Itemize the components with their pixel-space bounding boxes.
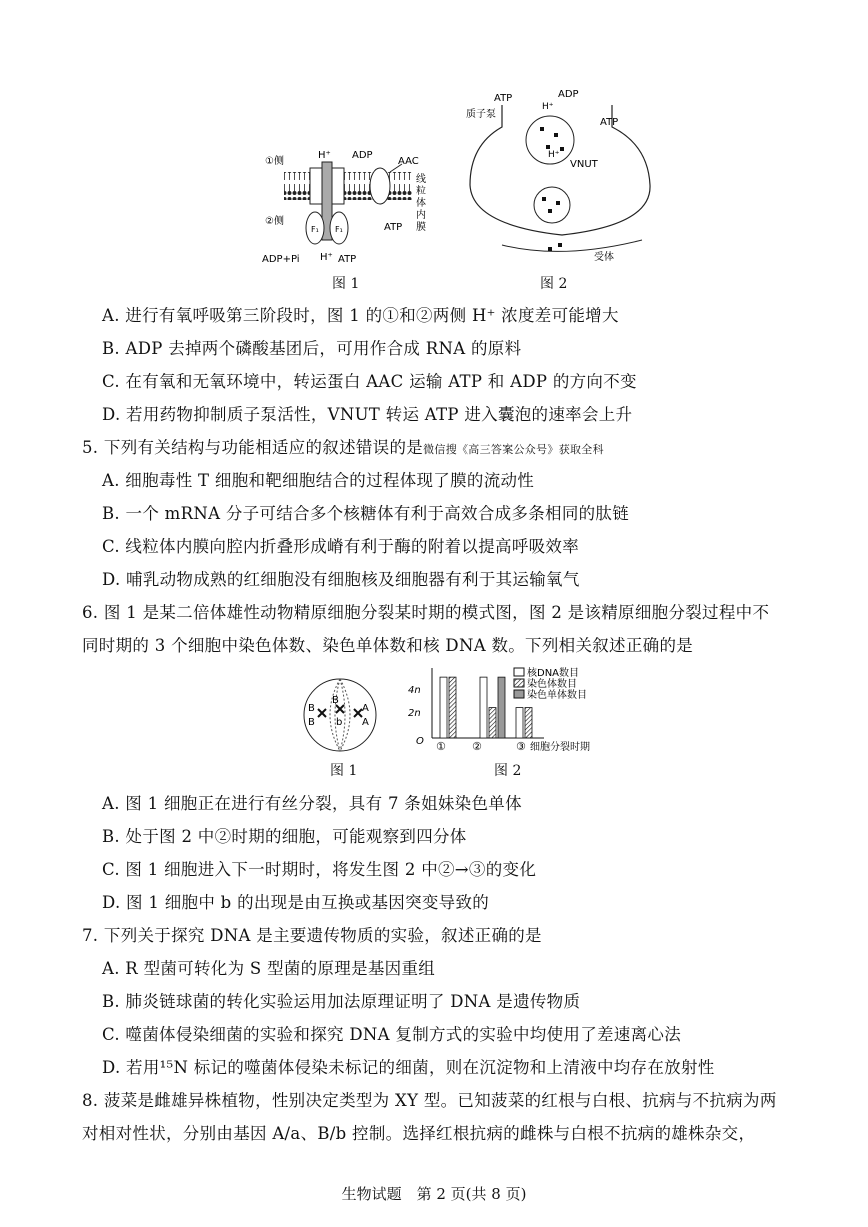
page-footer: 生物试题 第 2 页(共 8 页) bbox=[341, 1185, 527, 1203]
bar-dna-2 bbox=[480, 677, 487, 738]
y-tick-4n: 4n bbox=[408, 685, 421, 696]
q4-option-d: D. 若用药物抑制质子泵活性，VNUT 转运 ATP 进入囊泡的速率会上升 bbox=[102, 405, 633, 424]
legend-swatch-chromatid bbox=[514, 690, 524, 698]
membrane-char-3: 体 bbox=[416, 198, 426, 209]
h-label-1: H⁺ bbox=[542, 102, 554, 112]
legend-chromatid: 染色单体数目 bbox=[527, 690, 587, 701]
q7-stem: 7. 下列关于探究 DNA 是主要遗传物质的实验，叙述正确的是 bbox=[82, 926, 542, 945]
proton-pump-label: 质子泵 bbox=[466, 109, 496, 120]
q5-ad: 微信搜《高三答案公众号》获取全科 bbox=[423, 443, 604, 456]
q6-fig2-caption: 图 2 bbox=[494, 763, 522, 779]
side-1-label: ①侧 bbox=[265, 156, 284, 167]
q7-option-a: A. R 型菌可转化为 S 型菌的原理是基因重组 bbox=[102, 959, 436, 978]
q6-fig1-caption: 图 1 bbox=[330, 763, 358, 779]
q5-text: 5. 下列有关结构与功能相适应的叙述错误的是 bbox=[82, 438, 424, 457]
bar-chromosome-1 bbox=[449, 677, 456, 738]
q8-stem-2: 对相对性状，分别由基因 A/a、B/b 控制。选择红根抗病的雌株与白根不抗病的雄株杂交， bbox=[82, 1124, 756, 1143]
h-label-2: H⁺ bbox=[548, 150, 560, 160]
q8-stem-1: 8. 菠菜是雌雄异株植物，性别决定类型为 XY 型。已知菠菜的红根与白根、抗病与不抗病为两 bbox=[82, 1091, 777, 1110]
q6-figure-cell bbox=[300, 675, 380, 755]
legend-chromosome: 染色体数目 bbox=[527, 679, 577, 690]
fig1-top-caption: 图 1 bbox=[332, 276, 360, 292]
legend-swatch-dna bbox=[514, 668, 524, 676]
cell-label-b2: B bbox=[308, 717, 315, 728]
q6-option-a: A. 图 1 细胞正在进行有丝分裂，具有 7 条姐妹染色单体 bbox=[102, 794, 522, 813]
q6-option-d: D. 图 1 细胞中 b 的出现是由互换或基因突变导致的 bbox=[102, 893, 490, 912]
bar-dna-1 bbox=[440, 677, 447, 738]
adp-pi-label: ADP+Pi bbox=[262, 254, 300, 265]
membrane-char-1: 线 bbox=[416, 174, 426, 185]
vnut-label: VNUT bbox=[570, 159, 598, 170]
membrane-char-2: 粒 bbox=[416, 186, 426, 197]
cell-label-a2: A bbox=[362, 717, 369, 728]
h-top-label: H⁺ bbox=[318, 150, 331, 161]
cell-label-b4: b bbox=[336, 717, 343, 728]
figure-membrane-transport bbox=[262, 140, 442, 268]
legend-swatch-chromosome bbox=[514, 679, 524, 687]
q6-option-b: B. 处于图 2 中②时期的细胞，可能观察到四分体 bbox=[102, 827, 467, 846]
cell-label-b3: B bbox=[332, 695, 339, 706]
x-tick-2: ② bbox=[472, 740, 482, 753]
q5-option-a: A. 细胞毒性 T 细胞和靶细胞结合的过程体现了膜的流动性 bbox=[102, 471, 535, 490]
cell-label-b1: B bbox=[308, 703, 315, 714]
x-axis-label: 细胞分裂时期 bbox=[530, 742, 590, 753]
f1-right-label: F₁ bbox=[335, 225, 343, 234]
q7-option-d: D. 若用¹⁵N 标记的噬菌体侵染未标记的细菌，则在沉淀物和上清液中均存在放射性 bbox=[102, 1058, 715, 1077]
cell-label-a1: A bbox=[362, 703, 369, 714]
bar-chromatid-2 bbox=[498, 677, 505, 738]
atp-label-2: ATP bbox=[600, 117, 619, 128]
q5-option-d: D. 哺乳动物成熟的红细胞没有细胞核及细胞器有利于其运输氧气 bbox=[102, 570, 580, 589]
q4-option-b: B. ADP 去掉两个磷酸基团后，可用作合成 RNA 的原料 bbox=[102, 339, 522, 358]
adp-label: ADP bbox=[352, 150, 373, 161]
q5-option-b: B. 一个 mRNA 分子可结合多个核糖体有利于高效合成多条相同的肽链 bbox=[102, 504, 630, 523]
q4-option-c: C. 在有氧和无氧环境中，转运蛋白 AAC 运输 ATP 和 ADP 的方向不变 bbox=[102, 372, 637, 391]
q4-option-a: A. 进行有氧呼吸第三阶段时，图 1 的①和②两侧 H⁺ 浓度差可能增大 bbox=[102, 306, 619, 325]
x-tick-3: ③ bbox=[516, 740, 526, 753]
x-tick-1: ① bbox=[436, 740, 446, 753]
fig2-top-caption: 图 2 bbox=[540, 276, 568, 292]
origin-label: O bbox=[416, 736, 424, 747]
bar-chromosome-3 bbox=[525, 708, 532, 738]
side-2-label: ②侧 bbox=[265, 216, 284, 227]
membrane-char-5: 膜 bbox=[416, 222, 426, 233]
q6-stem-2: 同时期的 3 个细胞中染色体数、染色单体数和核 DNA 数。下列相关叙述正确的是 bbox=[82, 636, 694, 655]
figure-vesicle-release bbox=[462, 85, 662, 267]
atp-label-1: ATP bbox=[494, 93, 513, 104]
bar-dna-3 bbox=[516, 708, 523, 738]
q7-option-b: B. 肺炎链球菌的转化实验运用加法原理证明了 DNA 是遗传物质 bbox=[102, 992, 581, 1011]
membrane-char-4: 内 bbox=[416, 210, 426, 221]
adp-label-top: ADP bbox=[558, 89, 579, 100]
bar-chromosome-2 bbox=[489, 708, 496, 738]
legend-dna: 核DNA数目 bbox=[527, 668, 580, 679]
q7-option-c: C. 噬菌体侵染细菌的实验和探究 DNA 复制方式的实验中均使用了差速离心法 bbox=[102, 1025, 681, 1044]
q6-option-c: C. 图 1 细胞进入下一时期时，将发生图 2 中②→③的变化 bbox=[102, 860, 537, 879]
aac-label: AAC bbox=[398, 156, 419, 167]
y-tick-2n: 2n bbox=[408, 708, 421, 719]
atp-bottom-label: ATP bbox=[338, 254, 357, 265]
f1-left-label: F₁ bbox=[311, 225, 319, 234]
q5-option-c: C. 线粒体内膜向腔内折叠形成嵴有利于酶的附着以提高呼吸效率 bbox=[102, 537, 580, 556]
h-bottom-label: H⁺ bbox=[320, 252, 333, 263]
q6-bar-chart bbox=[404, 664, 622, 756]
atp-right-label: ATP bbox=[384, 222, 403, 233]
q5-stem bbox=[82, 434, 604, 458]
receptor-label: 受体 bbox=[594, 252, 614, 263]
q6-stem-1: 6. 图 1 是某二倍体雄性动物精原细胞分裂某时期的模式图，图 2 是该精原细胞分裂过程中不 bbox=[82, 603, 770, 622]
